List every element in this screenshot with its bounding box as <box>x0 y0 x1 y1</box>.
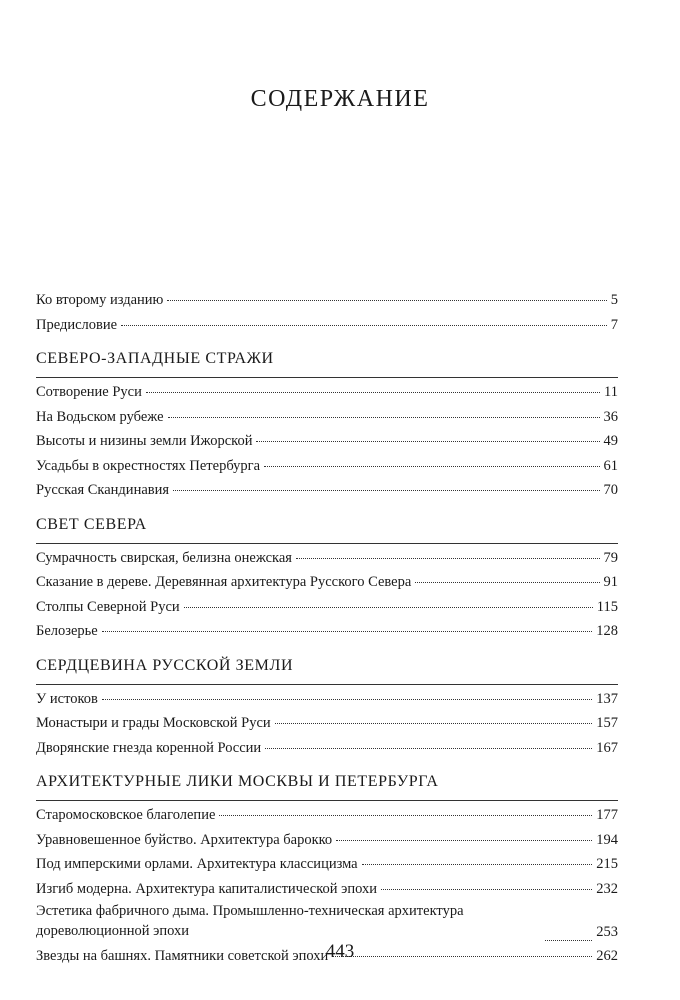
entry-page: 253 <box>596 923 618 940</box>
entry-page: 7 <box>610 316 618 333</box>
entry-label: Предисловие <box>36 316 118 333</box>
intro-entries <box>36 288 618 337</box>
toc-entry <box>36 546 618 571</box>
leader-dots <box>121 325 607 326</box>
entry-label: Сказание в дереве. Деревянная архитектура Русского Севера <box>36 574 412 590</box>
toc-entry <box>36 852 618 877</box>
page-number: 443 <box>325 941 355 962</box>
entry-label: Под имперскими орлами. Архитектура классицизма <box>36 856 358 872</box>
entry-page: 167 <box>596 739 618 756</box>
toc-entry <box>36 687 618 712</box>
leader-dots <box>362 864 593 865</box>
entry-page: 137 <box>596 690 618 707</box>
entry-label: Столпы Северной Руси <box>36 598 180 615</box>
entry-page: 61 <box>603 457 618 474</box>
entry-page: 79 <box>603 549 618 566</box>
toc-entry <box>36 405 618 430</box>
toc-entry <box>36 877 618 902</box>
leader-dots <box>167 300 606 301</box>
section-title: СЕРДЦЕВИНА РУССКОЙ ЗЕМЛИ <box>36 654 618 685</box>
entry-label: Ко второму изданию <box>36 292 164 308</box>
leader-dots <box>336 840 592 841</box>
entry-page: 36 <box>603 408 618 425</box>
entry-page: 49 <box>603 433 618 449</box>
entry-page: 11 <box>604 384 618 400</box>
entry-page: 115 <box>596 598 618 615</box>
entry-page: 5 <box>610 292 618 308</box>
leader-dots <box>256 441 599 442</box>
toc-entry <box>36 429 618 454</box>
toc-section <box>36 347 618 503</box>
entry-label: Сотворение Руси <box>36 384 142 400</box>
leader-dots <box>296 558 600 559</box>
entry-label: Усадьбы в окрестностях Петербурга <box>36 457 261 474</box>
entry-label: Монастыри и грады Московской Руси <box>36 715 271 731</box>
toc-section <box>36 513 618 644</box>
entry-label: Русская Скандинавия <box>36 482 170 498</box>
toc-entry <box>36 901 618 944</box>
section-title: СВЕТ СЕВЕРА <box>36 513 618 544</box>
leader-dots <box>146 392 600 393</box>
toc-entry <box>36 595 618 620</box>
toc-entry <box>36 380 618 405</box>
entry-page: 262 <box>596 948 618 964</box>
entry-label: Звезды на башнях. Памятники советской эпохи <box>36 948 329 964</box>
leader-dots <box>102 699 592 700</box>
entry-label: Сумрачность свирская, белизна онежская <box>36 549 292 566</box>
toc-section <box>36 654 618 761</box>
entry-label: Высоты и низины земли Ижорской <box>36 433 253 449</box>
leader-dots <box>219 815 592 816</box>
entry-page: 70 <box>603 482 618 498</box>
entry-page: 128 <box>596 623 618 639</box>
toc-entry <box>36 736 618 761</box>
entry-label: Уравновешенное буйство. Архитектура барокко <box>36 831 333 848</box>
toc-entry <box>36 454 618 479</box>
entry-page: 194 <box>596 831 618 848</box>
toc-section <box>36 770 618 969</box>
entry-label: У истоков <box>36 690 98 707</box>
toc-entry <box>36 570 618 595</box>
entry-label: Белозерье <box>36 623 98 639</box>
toc-entry <box>36 828 618 853</box>
leader-dots <box>168 417 600 418</box>
entry-page: 215 <box>596 856 618 872</box>
entry-label: Эстетика фабричного дыма. Промышленно-техническая архитектура дореволюционной эпохи <box>36 903 464 939</box>
entry-label: Старомосковское благолепие <box>36 807 216 823</box>
entry-page: 157 <box>596 715 618 731</box>
entry-page: 232 <box>596 880 618 897</box>
leader-dots <box>184 607 593 608</box>
leader-dots <box>102 631 593 632</box>
table-of-contents <box>36 288 618 969</box>
toc-entry <box>36 619 618 644</box>
section-title: СЕВЕРО-ЗАПАДНЫЕ СТРАЖИ <box>36 347 618 378</box>
toc-entry <box>36 478 618 503</box>
leader-dots <box>381 889 592 890</box>
entry-label: На Водьском рубеже <box>36 408 164 425</box>
toc-entry <box>36 803 618 828</box>
page-title: СОДЕРЖАНИЕ <box>250 86 430 112</box>
toc-entry <box>36 288 618 313</box>
entry-page: 91 <box>603 574 618 590</box>
entry-label: Дворянские гнезда коренной России <box>36 739 262 756</box>
entry-label: Изгиб модерна. Архитектура капиталистической эпохи <box>36 880 378 897</box>
toc-entry <box>36 711 618 736</box>
leader-dots <box>265 748 592 749</box>
section-title: АРХИТЕКТУРНЫЕ ЛИКИ МОСКВЫ И ПЕТЕРБУРГА <box>36 770 618 801</box>
leader-dots <box>275 723 593 724</box>
leader-dots <box>173 490 599 491</box>
leader-dots <box>415 582 599 583</box>
leader-dots <box>264 466 599 467</box>
entry-page: 177 <box>596 807 618 823</box>
toc-entry <box>36 313 618 338</box>
